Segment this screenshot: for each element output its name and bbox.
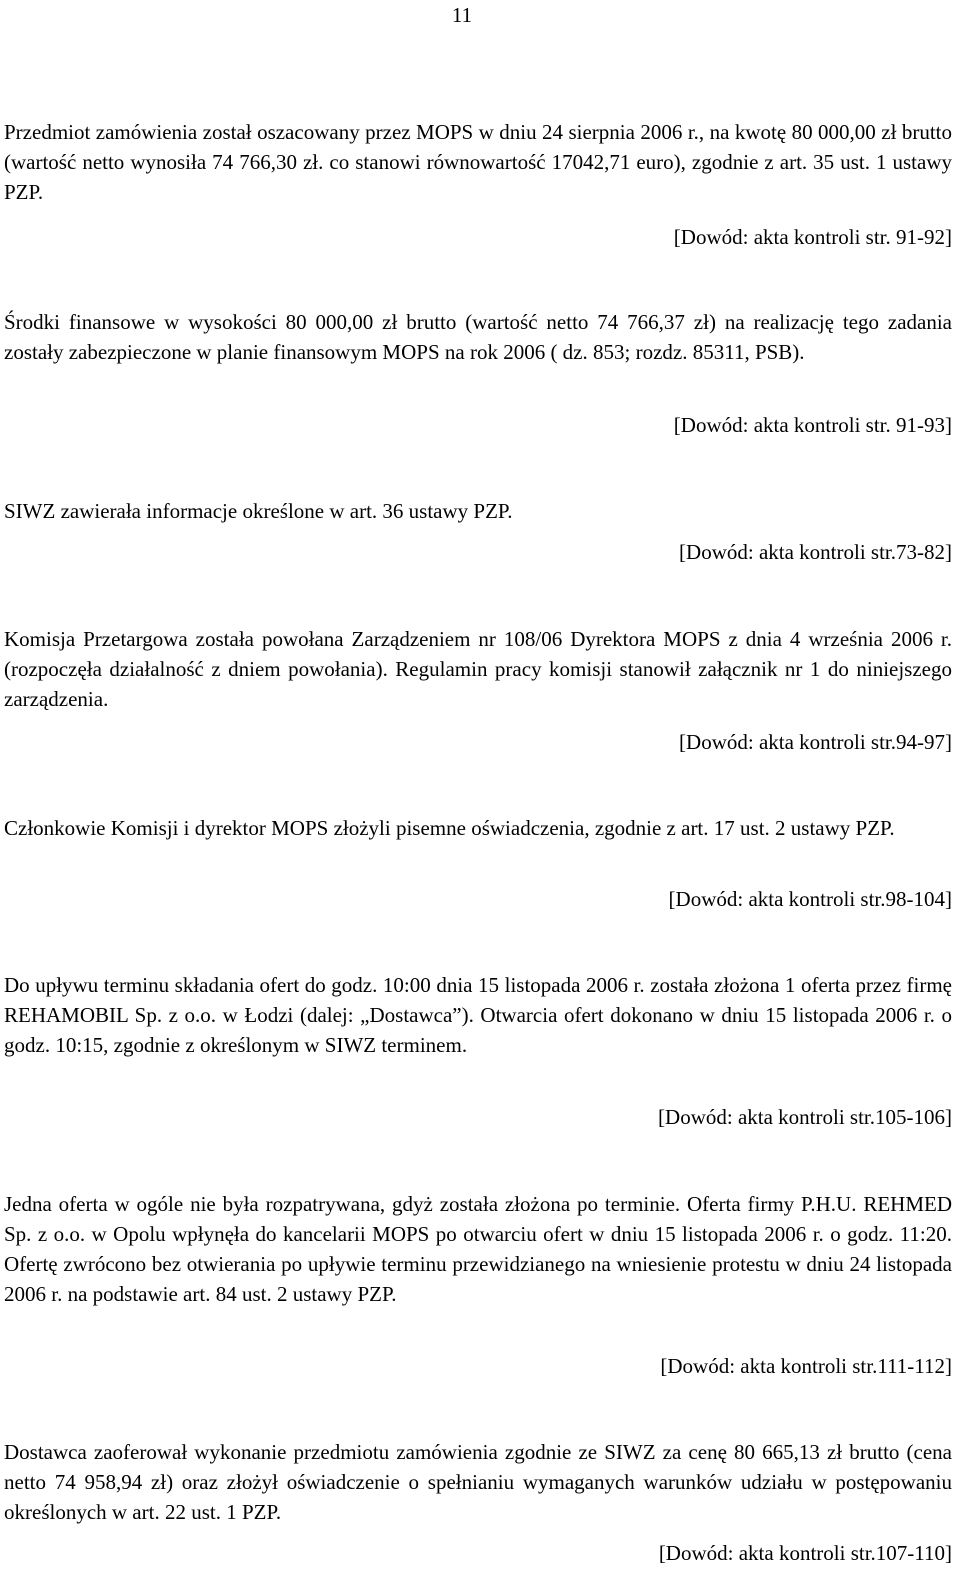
evidence-citation: [Dowód: akta kontroli str.94-97]	[679, 730, 952, 754]
page-number: 11	[451, 3, 473, 27]
paragraph-offers: Do upływu terminu składania ofert do godz. 10:00 dnia 15 listopada 2006 r. została złożona 1 oferta przez firmę REHAMOBIL Sp. z o.o. w Łodzi (dalej: „Dostawca”). Otwarcia ofert dokonano w dniu 15 listopada 2006 r. o godz. 10:15, zgodnie z określonym w SIWZ terminem.	[4, 973, 952, 1057]
evidence-citation: [Dowód: akta kontroli str. 91-92]	[673, 225, 952, 249]
paragraph-contractor-offer: Dostawca zaoferował wykonanie przedmiotu zamówienia zgodnie ze SIWZ za cenę 80 665,13 zł brutto (cena netto 74 958,94 zł) oraz złożył oświadczenie o spełnianiu wymaganych warunków udziału w postępowaniu określonych w art. 22 ust. 1 PZP.	[4, 1440, 952, 1524]
evidence-citation: [Dowód: akta kontroli str.107-110]	[658, 1541, 952, 1565]
evidence-citation: [Dowód: akta kontroli str.105-106]	[658, 1105, 952, 1129]
paragraph-siwz: SIWZ zawierała informacje określone w art. 36 ustawy PZP.	[4, 499, 513, 523]
paragraph-commission: Komisja Przetargowa została powołana Zarządzeniem nr 108/06 Dyrektora MOPS z dnia 4 września 2006 r. (rozpoczęła działalność z dniem powołania). Regulamin pracy komisji stanowił załącznik nr 1 do niniejszego zarządzenia.	[4, 627, 952, 711]
evidence-citation: [Dowód: akta kontroli str.111-112]	[660, 1354, 952, 1378]
evidence-citation: [Dowód: akta kontroli str.98-104]	[668, 887, 952, 911]
paragraph-estimate: Przedmiot zamówienia został oszacowany przez MOPS w dniu 24 sierpnia 2006 r., na kwotę 80 000,00 zł brutto (wartość netto wynosiła 74 766,30 zł. co stanowi równowartość 17042,71 euro), zgodnie z art. 35 ust. 1 ustawy PZP.	[4, 120, 952, 204]
evidence-citation: [Dowód: akta kontroli str.73-82]	[679, 540, 952, 564]
paragraph-declarations: Członkowie Komisji i dyrektor MOPS złożyli pisemne oświadczenia, zgodnie z art. 17 ust. 2 ustawy PZP.	[4, 816, 895, 840]
evidence-citation: [Dowód: akta kontroli str. 91-93]	[673, 413, 952, 437]
paragraph-funding: Środki finansowe w wysokości 80 000,00 zł brutto (wartość netto 74 766,37 zł) na realizację tego zadania zostały zabezpieczone w planie finansowym MOPS na rok 2006 ( dz. 853; rozdz. 85311, PSB).	[4, 310, 952, 364]
paragraph-rejected-offer: Jedna oferta w ogóle nie była rozpatrywana, gdyż została złożona po terminie. Oferta firmy P.H.U. REHMED Sp. z o.o. w Opolu wpłynęła do kancelarii MOPS po otwarciu ofert w dniu 15 listopada 2006 r. o godz. 11:20. Ofertę zwrócono bez otwierania po upływie terminu przewidzianego na wniesienie protestu w dniu 24 listopada 2006 r. na podstawie art. 84 ust. 2 ustawy PZP.	[4, 1192, 952, 1306]
